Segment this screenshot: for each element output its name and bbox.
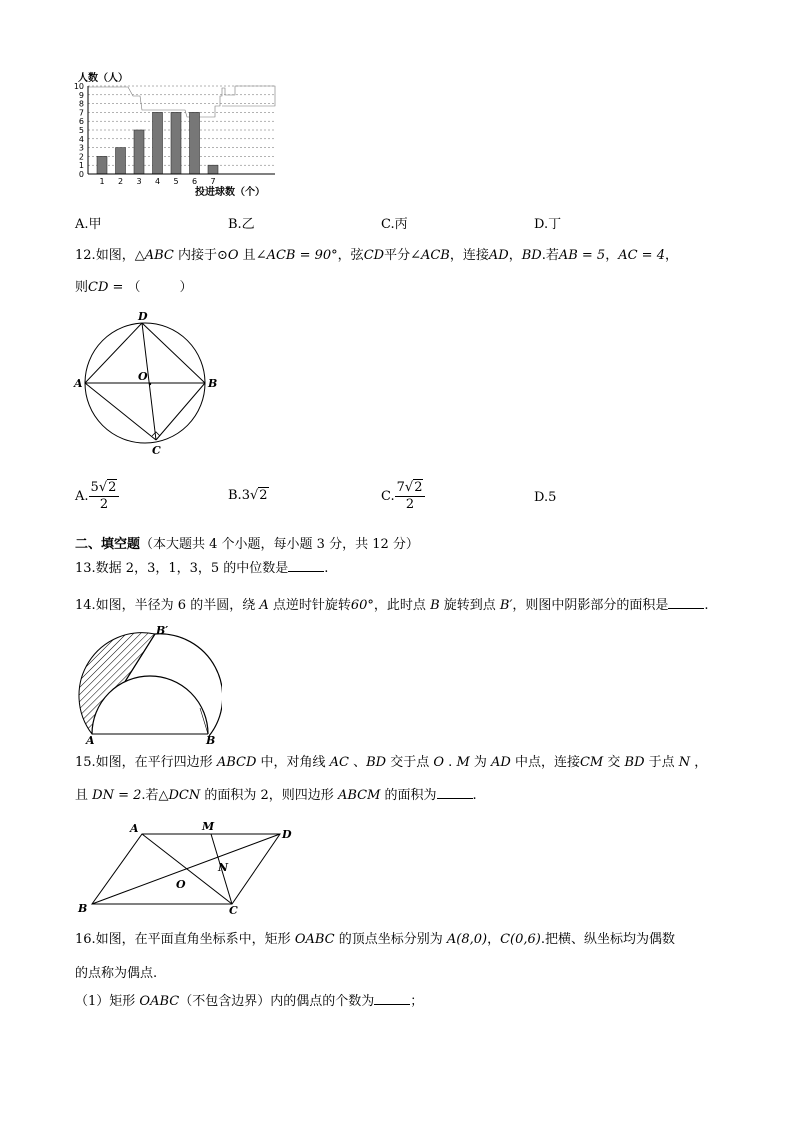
bar-1: [97, 156, 107, 174]
x-tick-label: 5: [173, 177, 179, 186]
label-o: O: [176, 878, 186, 891]
q16-line2: 的点称为偶点.: [75, 966, 158, 981]
q14: 14.如图，半径为 6 的半圆，绕 A 点逆时针旋转60°，此时点 B 旋转到点 B′，则图中阴影部分的面积是 .: [75, 598, 709, 613]
label-n: N: [218, 861, 229, 874]
label-c: C: [229, 904, 238, 916]
y-tick-label: 7: [78, 108, 84, 118]
y-tick-label: 0: [78, 170, 84, 179]
q12-line1: 12.如图，△ABC 内接于⊙O 且∠ACB = 90°，弦CD平分∠ACB，连接AD，BD.若AB = 5，AC = 4，: [75, 248, 678, 263]
q15-line1: 15.如图，在平行四边形 ABCD 中，对角线 AC 、BD 交于点 O . M 为 AD 中点，连接CM 交 BD 于点 N ，: [75, 755, 708, 770]
y-tick-label: 9: [78, 90, 84, 100]
q15-line2: 且 DN = 2.若△DCN 的面积为 2，则四边形 ABCM 的面积为 .: [75, 788, 477, 803]
y-tick-label: 8: [78, 99, 84, 109]
label-a: A: [130, 822, 139, 835]
label-a: A: [74, 377, 83, 390]
q12-option-c: C. $\frac{7√2}{2}$: [381, 480, 425, 513]
y-tick-label: 2: [78, 152, 84, 162]
diagonal-bd: [92, 834, 280, 904]
x-tick-label: 1: [99, 177, 105, 186]
q12-option-d: D.5: [534, 490, 557, 505]
label-b: B: [78, 902, 88, 915]
x-tick-label: 6: [191, 177, 198, 186]
q11-bar-chart: [70, 66, 280, 200]
bar-4: [153, 112, 163, 174]
label-m: M: [202, 820, 215, 833]
x-tick-label: 4: [154, 177, 161, 186]
q12-circle-figure: [72, 310, 222, 460]
q16-part1: （1）矩形 OABC（不包含边界）内的偶点的个数为 ；: [75, 994, 424, 1009]
label-o: O: [138, 370, 148, 383]
label-c: C: [152, 444, 161, 457]
y-tick-label: 5: [78, 126, 84, 135]
y-tick-label: 4: [78, 134, 84, 144]
segment-bd: [142, 323, 205, 383]
label-b: B: [206, 734, 216, 746]
x-tick-label: 7: [210, 177, 216, 186]
q14-rotated-semicircle-figure: [72, 624, 222, 746]
label-b: B: [208, 377, 218, 390]
q15-parallelogram-figure: [72, 816, 302, 916]
q11-option-d: D.丁: [534, 217, 562, 232]
bar-2: [116, 148, 126, 174]
bar-6: [190, 112, 200, 174]
label-b-prime: B′: [156, 624, 169, 637]
q11-option-c: C.丙: [381, 217, 408, 232]
bar-7: [208, 165, 218, 174]
q12-option-b: B.3√2: [228, 488, 268, 503]
q12-option-a: A. $\frac{5√2}{2}$: [75, 480, 119, 513]
right-angle-mark: [152, 432, 160, 436]
segment-ac: [85, 383, 156, 440]
q11-option-a: A.甲: [75, 217, 102, 232]
x-tick-label: 3: [136, 177, 142, 186]
label-a: A: [86, 734, 95, 746]
y-tick-label: 3: [78, 143, 84, 153]
y-tick-label: 6: [78, 117, 84, 127]
q16-line1: 16.如图，在平面直角坐标系中，矩形 OABC 的顶点坐标分别为 A(8,0)，C(0,6).把横、纵坐标均为偶数: [75, 932, 676, 947]
y-tick-label: 10: [73, 82, 84, 91]
bar-5: [171, 112, 181, 174]
chart-ylabel: 人数（人）: [78, 73, 128, 84]
y-tick-label: 1: [78, 161, 84, 171]
label-d: D: [138, 310, 148, 323]
label-d: D: [282, 828, 292, 841]
q11-option-b: B.乙: [228, 217, 255, 232]
x-tick-label: 2: [117, 177, 124, 186]
bar-3: [134, 130, 144, 174]
section2-heading: 二、填空题（本大题共 4 个小题，每小题 3 分，共 12 分）: [75, 537, 419, 552]
q13: 13.数据 2，3，1，3，5 的中位数是 .: [75, 561, 329, 576]
q12-line2: 则CD = （ ）: [75, 280, 193, 295]
chart-xlabel: 投进球数（个）: [195, 187, 265, 198]
